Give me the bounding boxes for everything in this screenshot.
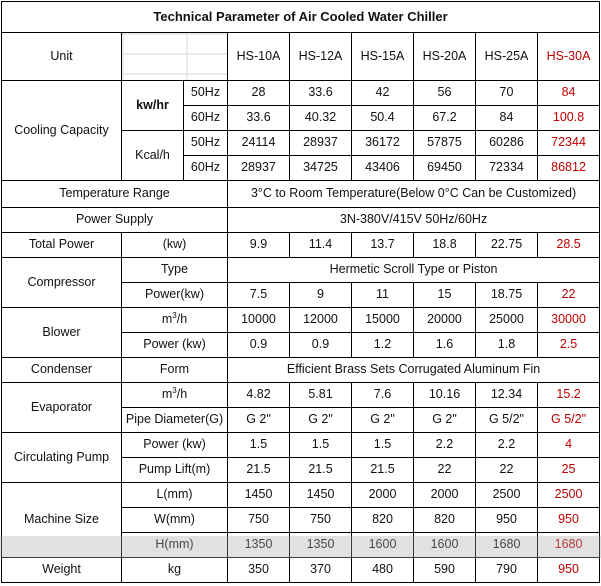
table-cell: 70 bbox=[476, 81, 538, 106]
table-title: Technical Parameter of Air Cooled Water Chiller bbox=[2, 2, 600, 33]
power-supply-label: Power Supply bbox=[2, 208, 228, 233]
table-cell: G 2" bbox=[290, 408, 352, 433]
table-cell: 9.9 bbox=[228, 233, 290, 258]
table-cell: 590 bbox=[414, 558, 476, 583]
table-cell: 43406 bbox=[352, 156, 414, 181]
table-cell: 36172 bbox=[352, 131, 414, 156]
table-cell: 750 bbox=[228, 508, 290, 533]
table-row bbox=[2, 208, 600, 233]
table-cell: 84 bbox=[538, 81, 600, 106]
table-cell: 84 bbox=[476, 106, 538, 131]
table-cell: 1680 bbox=[476, 533, 538, 558]
table-cell: 72344 bbox=[538, 131, 600, 156]
blower-flow-unit bbox=[122, 308, 228, 333]
height-label: H(mm) bbox=[122, 533, 228, 558]
model-header: HS-30A bbox=[538, 33, 600, 81]
table-cell: 33.6 bbox=[290, 81, 352, 106]
table-row bbox=[2, 558, 600, 583]
table-cell: 21.5 bbox=[228, 458, 290, 483]
table-cell: 21.5 bbox=[290, 458, 352, 483]
table-cell: 7.5 bbox=[228, 283, 290, 308]
table-cell: 1.6 bbox=[414, 333, 476, 358]
table-cell: 480 bbox=[352, 558, 414, 583]
table-cell: 15 bbox=[414, 283, 476, 308]
header-row bbox=[2, 33, 600, 81]
table-row bbox=[2, 81, 600, 106]
table-cell: 18.75 bbox=[476, 283, 538, 308]
table-cell: 18.8 bbox=[414, 233, 476, 258]
table-cell: 1600 bbox=[414, 533, 476, 558]
table-cell: 22.75 bbox=[476, 233, 538, 258]
table-cell: 42 bbox=[352, 81, 414, 106]
table-row bbox=[2, 383, 600, 408]
length-label: L(mm) bbox=[122, 483, 228, 508]
table-cell: 2000 bbox=[414, 483, 476, 508]
table-cell: 22 bbox=[476, 458, 538, 483]
unit-header: Unit bbox=[2, 33, 122, 81]
unit-suffix: /h bbox=[176, 312, 188, 327]
table-cell: 820 bbox=[352, 508, 414, 533]
table-cell: 1.2 bbox=[352, 333, 414, 358]
model-header: HS-10A bbox=[228, 33, 290, 81]
table-cell: 57875 bbox=[414, 131, 476, 156]
power-supply-value: 3N-380V/415V 50Hz/60Hz bbox=[228, 208, 600, 233]
table-cell: 1350 bbox=[228, 533, 290, 558]
width-label: W(mm) bbox=[122, 508, 228, 533]
evaporator-flow-unit bbox=[122, 383, 228, 408]
pump-label: Circulating Pump bbox=[2, 433, 122, 483]
table-cell: 100.8 bbox=[538, 106, 600, 131]
table-cell: 1.8 bbox=[476, 333, 538, 358]
table-cell: 370 bbox=[290, 558, 352, 583]
table-cell: 40.32 bbox=[290, 106, 352, 131]
unit-sup: 3 bbox=[172, 310, 177, 320]
model-header: HS-25A bbox=[476, 33, 538, 81]
table-cell: 15.2 bbox=[538, 383, 600, 408]
table-cell: 1600 bbox=[352, 533, 414, 558]
table-cell: 0.9 bbox=[228, 333, 290, 358]
table-cell: G 2" bbox=[228, 408, 290, 433]
table-cell: 1350 bbox=[290, 533, 352, 558]
table-row bbox=[2, 258, 600, 283]
table-cell: 9 bbox=[290, 283, 352, 308]
table-cell: 790 bbox=[476, 558, 538, 583]
compressor-type-label: Type bbox=[122, 258, 228, 283]
total-power-label: Total Power bbox=[2, 233, 122, 258]
pump-power-label: Power (kw) bbox=[122, 433, 228, 458]
condenser-value: Efficient Brass Sets Corrugated Aluminum Fin bbox=[228, 358, 600, 383]
freq-label: 60Hz bbox=[184, 156, 228, 181]
unit-base: m bbox=[161, 387, 173, 402]
table-row bbox=[2, 233, 600, 258]
table-cell: 21.5 bbox=[352, 458, 414, 483]
table-row bbox=[2, 483, 600, 508]
table-row bbox=[2, 308, 600, 333]
table-cell: 950 bbox=[538, 558, 600, 583]
model-header: HS-15A bbox=[352, 33, 414, 81]
table-cell: 33.6 bbox=[228, 106, 290, 131]
kcal-unit: Kcal/h bbox=[122, 131, 184, 181]
table-cell: 22 bbox=[538, 283, 600, 308]
total-power-unit: (kw) bbox=[122, 233, 228, 258]
table-cell: 950 bbox=[538, 508, 600, 533]
table-cell: 34725 bbox=[290, 156, 352, 181]
table-cell: 60286 bbox=[476, 131, 538, 156]
table-cell: 1.5 bbox=[228, 433, 290, 458]
table-row bbox=[2, 433, 600, 458]
table-cell: 24114 bbox=[228, 131, 290, 156]
table-cell: 13.7 bbox=[352, 233, 414, 258]
table-cell: 28937 bbox=[228, 156, 290, 181]
table-cell: 1.5 bbox=[352, 433, 414, 458]
table-cell: 0.9 bbox=[290, 333, 352, 358]
table-cell: 22 bbox=[414, 458, 476, 483]
header-blank bbox=[122, 33, 228, 81]
compressor-label: Compressor bbox=[2, 258, 122, 308]
condenser-label: Condenser bbox=[2, 358, 122, 383]
table-cell: 1450 bbox=[228, 483, 290, 508]
table-cell: 69450 bbox=[414, 156, 476, 181]
table-cell: 2000 bbox=[352, 483, 414, 508]
spec-table bbox=[1, 1, 600, 583]
table-cell: 11 bbox=[352, 283, 414, 308]
table-row bbox=[2, 358, 600, 383]
table-cell: 72334 bbox=[476, 156, 538, 181]
model-header: HS-20A bbox=[414, 33, 476, 81]
table-cell: 25 bbox=[538, 458, 600, 483]
freq-label: 50Hz bbox=[184, 81, 228, 106]
blower-power-label: Power (kw) bbox=[122, 333, 228, 358]
pump-lift-label: Pump Lift(m) bbox=[122, 458, 228, 483]
blower-label: Blower bbox=[2, 308, 122, 358]
table-cell: 50.4 bbox=[352, 106, 414, 131]
table-cell: 12.34 bbox=[476, 383, 538, 408]
table-cell: 820 bbox=[414, 508, 476, 533]
table-cell: 30000 bbox=[538, 308, 600, 333]
table-cell: 12000 bbox=[290, 308, 352, 333]
freq-label: 50Hz bbox=[184, 131, 228, 156]
table-cell: 2500 bbox=[476, 483, 538, 508]
table-cell: 5.81 bbox=[290, 383, 352, 408]
condenser-form-label: Form bbox=[122, 358, 228, 383]
table-cell: G 5/2" bbox=[476, 408, 538, 433]
table-cell: G 2" bbox=[414, 408, 476, 433]
table-cell: 7.6 bbox=[352, 383, 414, 408]
table-cell: 28937 bbox=[290, 131, 352, 156]
compressor-type-value: Hermetic Scroll Type or Piston bbox=[228, 258, 600, 283]
table-cell: 950 bbox=[476, 508, 538, 533]
weight-unit: kg bbox=[122, 558, 228, 583]
pipe-diameter-label: Pipe Diameter(G) bbox=[122, 408, 228, 433]
table-cell: 67.2 bbox=[414, 106, 476, 131]
table-cell: 2.2 bbox=[476, 433, 538, 458]
table-cell: 25000 bbox=[476, 308, 538, 333]
table-cell: 2.2 bbox=[414, 433, 476, 458]
table-cell: G 2" bbox=[352, 408, 414, 433]
table-cell: 750 bbox=[290, 508, 352, 533]
table-cell: 28 bbox=[228, 81, 290, 106]
temperature-value: 3°C to Room Temperature(Below 0°C Can be Customized) bbox=[228, 181, 600, 208]
evaporator-label: Evaporator bbox=[2, 383, 122, 433]
temperature-label: Temperature Range bbox=[2, 181, 228, 208]
kw-unit: kw/hr bbox=[122, 81, 184, 131]
unit-sup: 3 bbox=[172, 385, 177, 395]
table-cell: G 5/2" bbox=[538, 408, 600, 433]
table-cell: 20000 bbox=[414, 308, 476, 333]
table-cell: 10000 bbox=[228, 308, 290, 333]
table-cell: 4 bbox=[538, 433, 600, 458]
table-cell: 350 bbox=[228, 558, 290, 583]
unit-base: m bbox=[161, 312, 173, 327]
unit-suffix: /h bbox=[176, 387, 188, 402]
table-cell: 28.5 bbox=[538, 233, 600, 258]
table-cell: 56 bbox=[414, 81, 476, 106]
freq-label: 60Hz bbox=[184, 106, 228, 131]
table-cell: 2500 bbox=[538, 483, 600, 508]
table-cell: 4.82 bbox=[228, 383, 290, 408]
weight-label: Weight bbox=[2, 558, 122, 583]
compressor-power-label: Power(kw) bbox=[122, 283, 228, 308]
table-cell: 10.16 bbox=[414, 383, 476, 408]
table-cell: 1.5 bbox=[290, 433, 352, 458]
table-cell: 1680 bbox=[538, 533, 600, 558]
table-cell: 2.5 bbox=[538, 333, 600, 358]
model-header: HS-12A bbox=[290, 33, 352, 81]
cooling-label: Cooling Capacity bbox=[2, 81, 122, 181]
table-cell: 15000 bbox=[352, 308, 414, 333]
table-row bbox=[2, 181, 600, 208]
table-cell: 11.4 bbox=[290, 233, 352, 258]
table-cell: 1450 bbox=[290, 483, 352, 508]
machine-size-label: Machine Size bbox=[2, 483, 122, 558]
table-cell: 86812 bbox=[538, 156, 600, 181]
